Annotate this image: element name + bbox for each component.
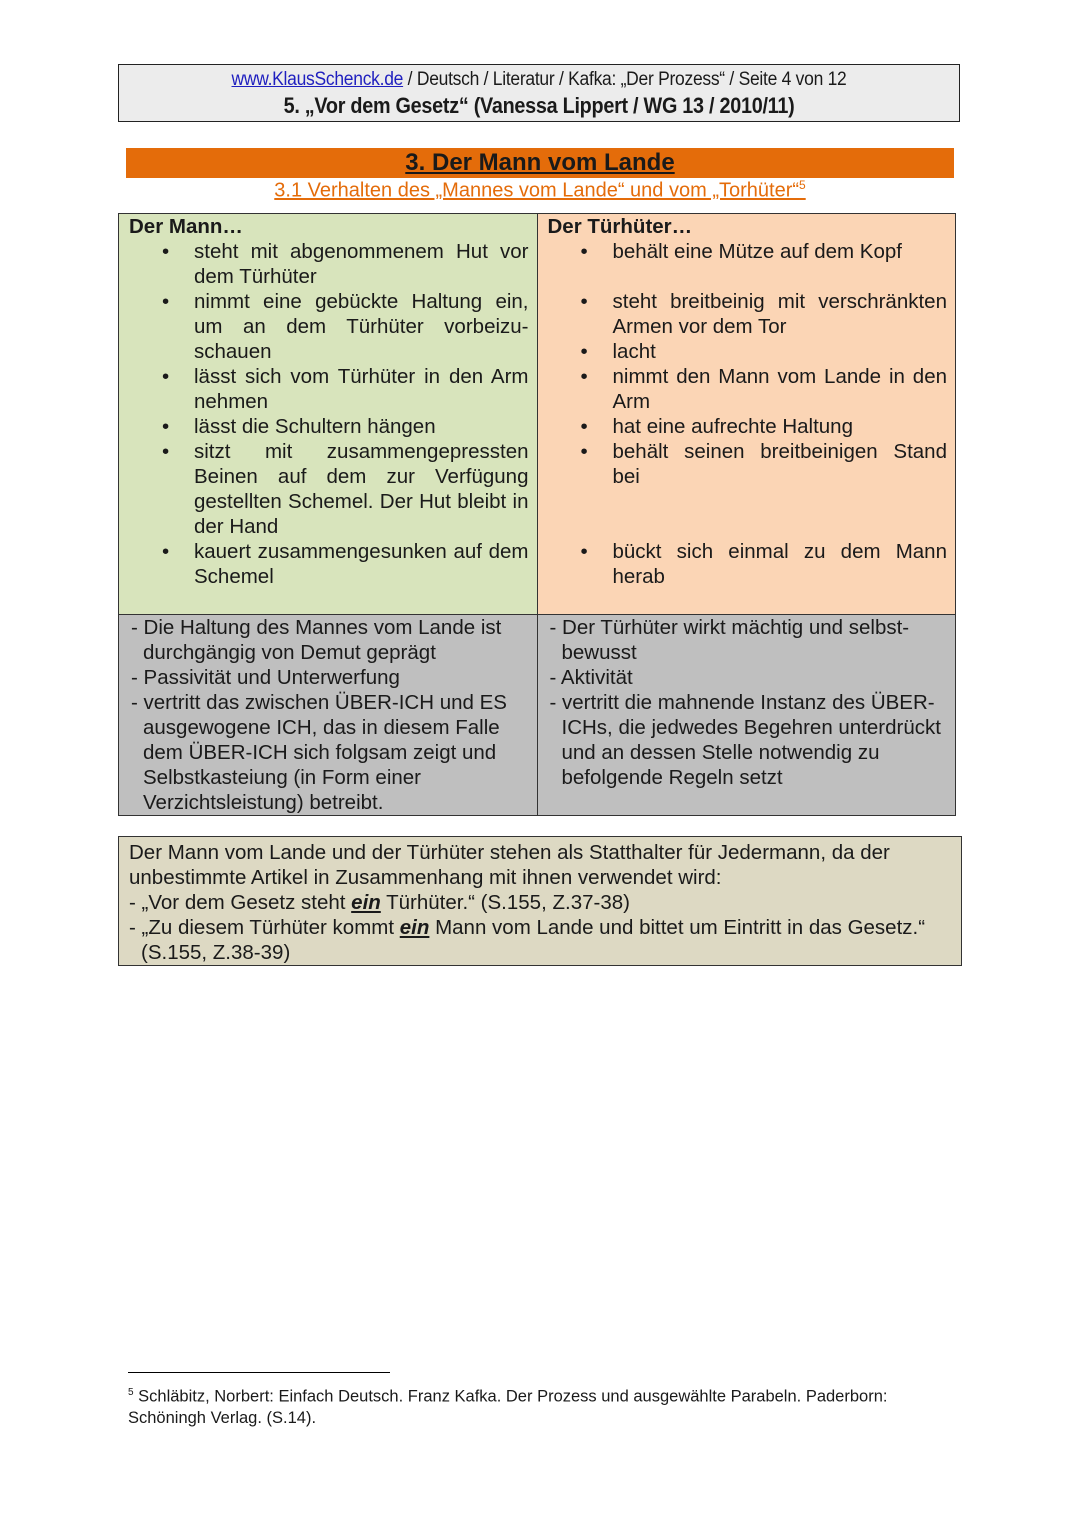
list-item: • sitzt mit zusammengepressten Beinen auf dem zur Verfügung gestellten Schemel. Der Hut bleibt in der Hand (129, 439, 529, 539)
doorkeeper-summary (537, 615, 956, 816)
summary-line: - vertritt die mahnende Instanz des ÜBER-ICHs, die jedwedes Begehren unterdrückt und an dessen Stelle notwendig zu befolgende Regeln setzt (549, 691, 941, 789)
section-title: 3. Der Mann vom Lande (405, 149, 675, 176)
list-item: • lacht (548, 339, 948, 364)
list-item: • kauert zusammengesunken auf dem Schemel (129, 539, 529, 589)
page-header (118, 64, 960, 122)
summary-line: - Die Haltung des Mannes vom Lande ist durchgängig von Demut geprägt (131, 616, 502, 664)
list-item: • bückt sich einmal zu dem Mann herab (548, 539, 948, 589)
summary-line: - vertritt das zwischen ÜBER-ICH und ES ausgewogene ICH, das in diesem Falle dem ÜBER-ICH sich folgsam zeigt und Selbstkasteiung (in Form einer Verzichtsleistung) betreibt. (131, 691, 507, 814)
man-heading: Der Mann… (129, 215, 243, 238)
list-item: • lässt sich vom Türhüter in den Arm nehmen (129, 364, 529, 414)
conclusion-intro: Der Mann vom Lande und der Türhüter stehen als Statthalter für Jedermann, da der unbestimmte Artikel in Zusammenhang mit ihnen verwendet wird: (129, 841, 890, 889)
summary-line: - Aktivität (549, 666, 633, 689)
list-item: • lässt die Schultern hängen (129, 414, 529, 439)
comparison-table (118, 213, 956, 816)
man-column (119, 214, 538, 615)
doorkeeper-list (548, 239, 948, 589)
list-item: • behält eine Mütze auf dem Kopf (548, 239, 948, 264)
section-subtitle: 3.1 Verhalten des „Mannes vom Lande“ und vom „Torhüter“$^5$ (274, 178, 806, 202)
man-list (129, 239, 529, 589)
list-item: • nimmt eine gebückte Haltung ein, um an dem Türhüter vorbeizu-schauen (129, 289, 529, 364)
list-item: • hat eine aufrechte Haltung (548, 414, 948, 439)
footnote: $^5$ Schläbitz, Norbert: Einfach Deutsch. Franz Kafka. Der Prozess und ausgewählte Parabeln. Paderborn: Schöningh Verlag. (S.14). (128, 1387, 888, 1427)
summary-line: - Passivität und Unterwerfung (131, 666, 400, 689)
footnote-divider (128, 1372, 390, 1373)
header-path: / Deutsch / Literatur / Kafka: „Der Prozess“ / Seite 4 von 12 (403, 69, 847, 90)
list-item: • steht mit abgenommenem Hut vor dem Türhüter (129, 239, 529, 289)
conclusion-box (118, 836, 962, 966)
summary-line: - Der Türhüter wirkt mächtig und selbst-bewusst (549, 616, 910, 664)
footnote-ref[interactable]: 5 (799, 178, 806, 192)
man-summary (119, 615, 538, 816)
quote-2: - „Zu diesem Türhüter kommt ein Mann vom Lande und bittet um Eintritt in das Gesetz.“ (S.155, Z.38-39) (129, 916, 926, 964)
site-link[interactable]: www.KlausSchenck.de (231, 69, 404, 90)
list-item: • steht breitbeinig mit verschränkten Armen vor dem Tor (548, 289, 948, 339)
doorkeeper-heading: Der Türhüter… (547, 215, 693, 238)
header-line-1 (153, 69, 926, 91)
quote-1: - „Vor dem Gesetz steht ein Türhüter.“ (S.155, Z.37-38) (129, 891, 630, 914)
list-item: • behält seinen breitbeinigen Stand bei (548, 439, 948, 489)
list-item: • nimmt den Mann vom Lande in den Arm (548, 364, 948, 414)
document-title: 5. „Vor dem Gesetz“ (Vanessa Lippert / WG 13 / 2010/11) (283, 93, 795, 118)
doorkeeper-column (537, 214, 956, 615)
